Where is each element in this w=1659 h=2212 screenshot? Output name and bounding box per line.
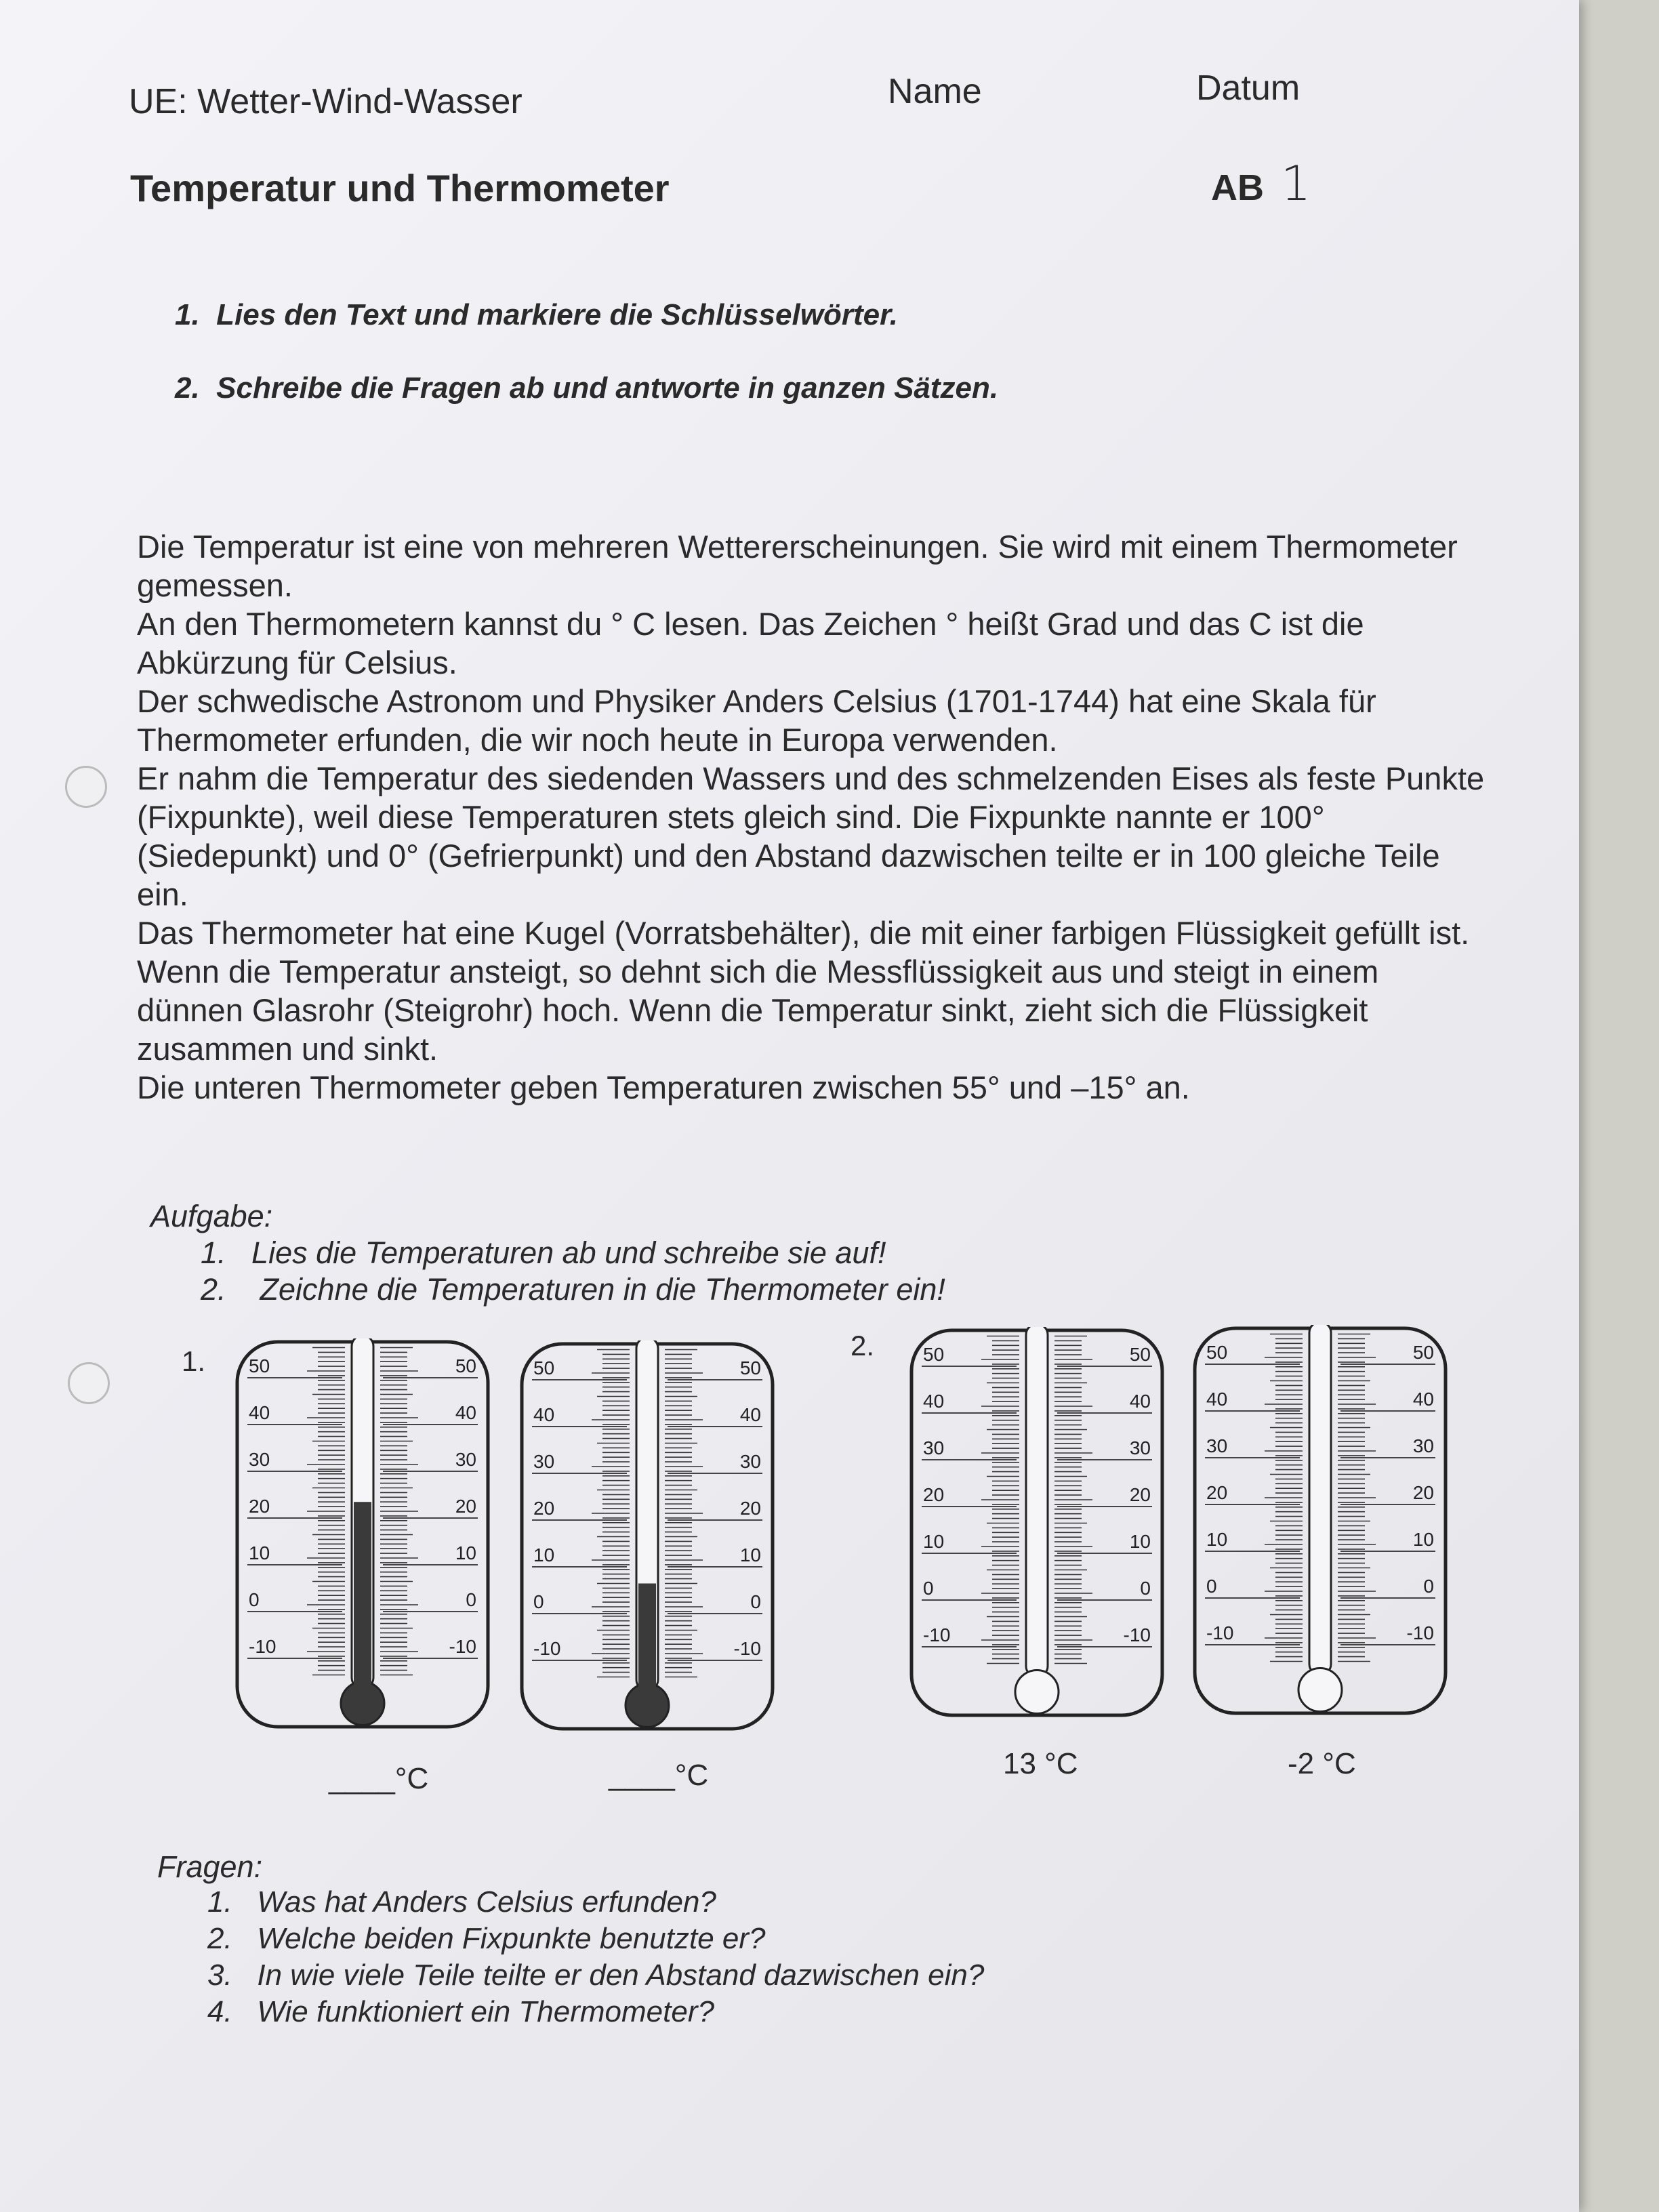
scale-label-left: 0 <box>1206 1576 1217 1597</box>
scale-label-right: 0 <box>1423 1576 1434 1597</box>
scale-label-left: 50 <box>923 1344 945 1365</box>
task-2 <box>175 371 998 405</box>
paragraph-line: Das Thermometer hat eine Kugel (Vorratsbehälter), die mit einer farbigen Flüssigkeit gefüllt ist. Wenn die Temperatur ansteigt, so dehnt sich die Messflüssigkeit aus und steigt in einem dünnen Glasrohr (Steigrohr) hoch. Wenn die Temperatur sinkt, zieht sich die Flüssigkeit zusammen und sinkt. <box>137 915 1470 1067</box>
scale-label-right: 20 <box>1412 1482 1434 1503</box>
scale-label-right: 50 <box>739 1357 761 1378</box>
scale-label-left: 50 <box>1206 1342 1228 1363</box>
scale-label-left: -10 <box>1206 1622 1234 1643</box>
paragraph-line: Die unteren Thermometer geben Temperaturen zwischen 55° und –15° an. <box>137 1069 1190 1105</box>
aufgabe-item-1 <box>201 1235 886 1271</box>
scale-label-right: 20 <box>739 1498 761 1519</box>
thermometer-tube <box>1309 1325 1331 1675</box>
aufgabe-item-2-num: 2. <box>201 1272 226 1307</box>
name-label: Name <box>888 72 982 111</box>
task-1-text: Lies den Text und markiere die Schlüsselwörter. <box>216 298 898 331</box>
frage-2 <box>207 1922 766 1956</box>
frage-1-text: Was hat Anders Celsius erfunden? <box>257 1885 716 1919</box>
scale-label-left: 10 <box>923 1531 945 1552</box>
page-title: Temperatur und Thermometer <box>130 167 670 209</box>
scale-label-right: 50 <box>455 1355 476 1376</box>
scale-label-left: 20 <box>533 1498 555 1519</box>
scale-label-right: 0 <box>1140 1578 1151 1599</box>
task-2-text: Schreibe die Fragen ab und antworte in ganzen Sätzen. <box>216 371 999 405</box>
frage-2-text: Welche beiden Fixpunkte benutzte er? <box>257 1922 766 1955</box>
task-2-num: 2. <box>175 371 200 405</box>
aufgabe-item-2-text: Zeichne die Temperaturen in die Thermometer ein! <box>260 1272 945 1307</box>
group-2-label: 2. <box>851 1330 875 1361</box>
thermometer-2-caption: ____°C <box>609 1759 709 1792</box>
scale-label-right: -10 <box>449 1636 476 1657</box>
scale-label-right: 40 <box>1412 1389 1434 1410</box>
paragraph-line: Der schwedische Astronom und Physiker Anders Celsius (1701-1744) hat eine Skala für Thermometer erfunden, die wir noch heute in Europa verwenden. <box>137 683 1376 758</box>
group-1-label: 1. <box>182 1345 206 1377</box>
sheet-number-handwritten: 1 <box>1281 156 1311 211</box>
thermometer-tube <box>1026 1327 1048 1677</box>
punch-hole <box>65 766 107 808</box>
task-1 <box>175 298 898 332</box>
thermometer-1-caption: ____°C <box>329 1762 429 1795</box>
aufgabe-item-1-text: Lies die Temperaturen ab und schreibe sie auf! <box>251 1235 886 1270</box>
scale-label-right: 10 <box>739 1544 761 1565</box>
aufgabe-item-2 <box>201 1271 945 1308</box>
thermometer-2 <box>518 1340 776 1740</box>
scale-label-left: 30 <box>923 1437 945 1458</box>
scale-label-right: 50 <box>1129 1344 1151 1365</box>
scale-label-right: 40 <box>1129 1391 1151 1412</box>
scale-label-right: -10 <box>1123 1624 1151 1645</box>
thermometer-bulb <box>1015 1671 1059 1714</box>
scale-label-right: -10 <box>1406 1622 1434 1643</box>
scale-label-left: 20 <box>1206 1482 1228 1503</box>
scale-label-left: 10 <box>249 1542 270 1563</box>
thermometer-4 <box>1191 1325 1449 1725</box>
scale-label-right: -10 <box>733 1638 761 1659</box>
thermometer-3-caption: 13 °C <box>1003 1747 1078 1780</box>
scale-label-right: 40 <box>739 1404 761 1425</box>
frage-1-num: 1. <box>207 1885 232 1919</box>
scale-label-right: 30 <box>739 1451 761 1472</box>
scale-label-left: 0 <box>533 1591 544 1612</box>
scale-label-left: 0 <box>249 1589 260 1610</box>
aufgabe-item-1-num: 1. <box>201 1235 226 1270</box>
frage-4 <box>207 1995 714 2029</box>
thermometer-liquid <box>354 1502 371 1695</box>
fragen-heading: Fragen: <box>157 1849 263 1884</box>
scale-label-left: 20 <box>923 1484 945 1505</box>
date-label: Datum <box>1196 68 1300 108</box>
unit-label: UE: Wetter-Wind-Wasser <box>129 82 523 121</box>
scale-label-left: 30 <box>1206 1435 1228 1456</box>
scale-label-right: 30 <box>1412 1435 1434 1456</box>
scale-label-right: 10 <box>455 1542 476 1563</box>
thermometer-4-caption: -2 °C <box>1288 1747 1356 1780</box>
thermometer-3 <box>908 1327 1166 1727</box>
scale-label-right: 20 <box>455 1496 476 1517</box>
scale-label-left: 40 <box>1206 1389 1228 1410</box>
thermometer-bulb <box>1298 1668 1342 1712</box>
scale-label-left: -10 <box>923 1624 951 1645</box>
scale-label-left: 10 <box>1206 1529 1228 1550</box>
scale-label-left: 40 <box>249 1402 270 1423</box>
scale-label-right: 0 <box>466 1589 476 1610</box>
thermometer-liquid <box>638 1584 656 1698</box>
scale-label-left: 40 <box>533 1404 555 1425</box>
frage-4-num: 4. <box>207 1995 232 2028</box>
scale-label-right: 40 <box>455 1402 476 1423</box>
scale-label-left: 10 <box>533 1544 555 1565</box>
thermometer-1 <box>234 1338 491 1738</box>
scale-label-right: 10 <box>1412 1529 1434 1550</box>
scale-label-left: -10 <box>249 1636 276 1657</box>
task-1-num: 1. <box>175 298 200 331</box>
sheet-code-text: AB <box>1211 167 1264 208</box>
scale-label-left: 40 <box>923 1391 945 1412</box>
scale-label-right: 10 <box>1129 1531 1151 1552</box>
paragraph-line: An den Thermometern kannst du ° C lesen. Das Zeichen ° heißt Grad und das C ist die Abkürzung für Celsius. <box>137 606 1364 680</box>
frage-1 <box>207 1885 716 1919</box>
scale-label-left: 30 <box>533 1451 555 1472</box>
aufgabe-heading: Aufgabe: <box>150 1199 273 1233</box>
scale-label-left: 0 <box>923 1578 934 1599</box>
scale-label-left: -10 <box>533 1638 561 1659</box>
frage-3 <box>207 1959 984 1992</box>
scale-label-left: 50 <box>533 1357 555 1378</box>
scale-label-right: 30 <box>1129 1437 1151 1458</box>
reading-text <box>137 527 1492 1107</box>
scale-label-left: 30 <box>249 1449 270 1470</box>
scale-label-right: 50 <box>1412 1342 1434 1363</box>
scale-label-right: 20 <box>1129 1484 1151 1505</box>
scale-label-right: 30 <box>455 1449 476 1470</box>
scale-label-right: 0 <box>750 1591 761 1612</box>
paragraph-line: Er nahm die Temperatur des siedenden Wassers und des schmelzenden Eises als feste Punkte (Fixpunkte), weil diese Temperaturen stets gleich sind. Die Fixpunkte nannte er 100° (Siedepunkt) und 0° (Gefrierpunkt) und den Abstand dazwischen teilte er in 100 gleiche Teile ein. <box>137 760 1485 912</box>
scale-label-left: 50 <box>249 1355 270 1376</box>
frage-3-num: 3. <box>207 1959 232 1992</box>
frage-4-text: Wie funktioniert ein Thermometer? <box>257 1995 714 2028</box>
punch-hole <box>68 1362 110 1404</box>
scale-label-left: 20 <box>249 1496 270 1517</box>
paragraph-line: Die Temperatur ist eine von mehreren Wettererscheinungen. Sie wird mit einem Thermometer gemessen. <box>137 529 1458 603</box>
frage-2-num: 2. <box>207 1922 232 1955</box>
frage-3-text: In wie viele Teile teilte er den Abstand dazwischen ein? <box>257 1959 985 1992</box>
sheet-code <box>1211 156 1311 211</box>
